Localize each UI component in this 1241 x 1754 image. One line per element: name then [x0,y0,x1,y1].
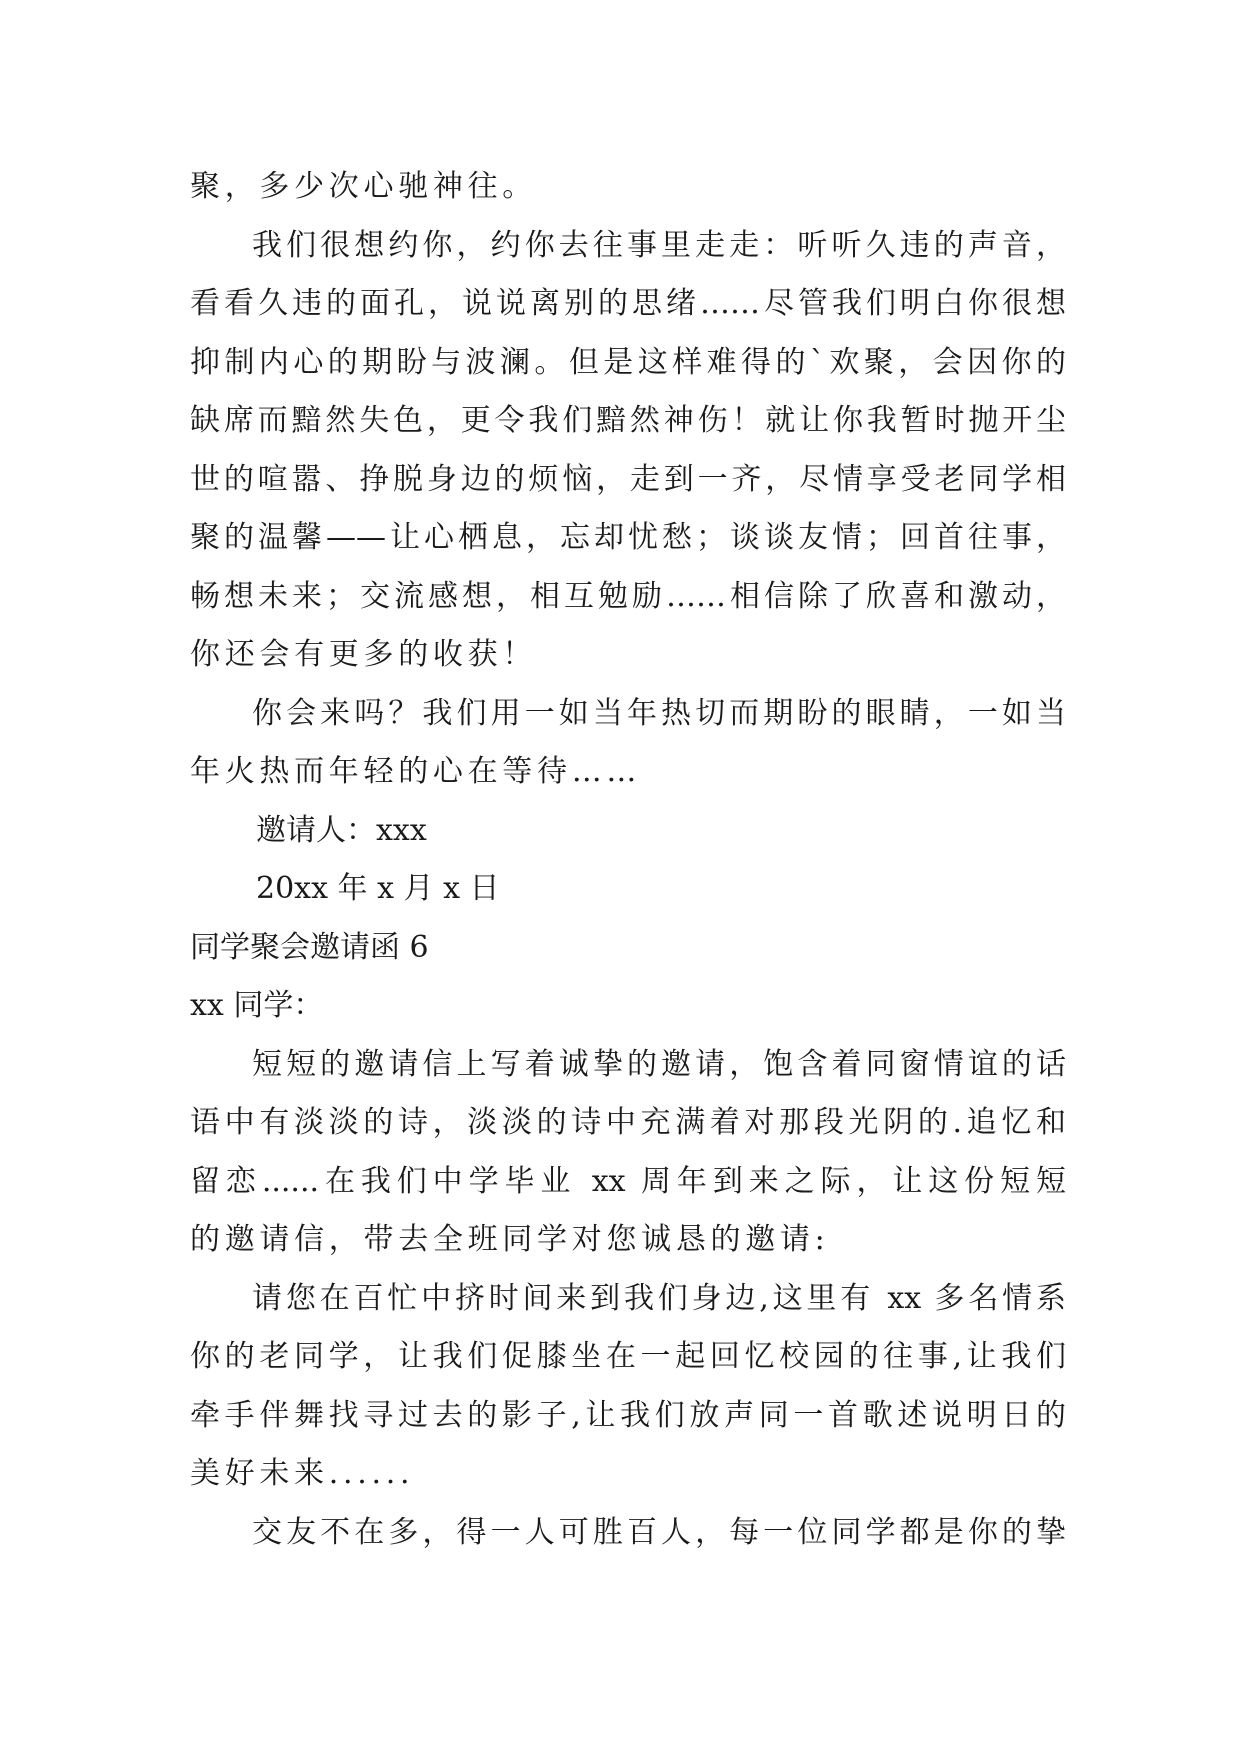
salutation: xx 同学： [190,988,324,1023]
text-line: 看看久违的面孔，说说离别的思绪……尽管我们明白你很想 [190,286,1066,321]
document-body [190,158,1070,1562]
invitation-date: 20xx 年 x 月 x 日 [256,871,500,906]
paragraph-first-line: 请您在百忙中挤时间来到我们身边,这里有 xx 多名情系 [252,1280,1066,1316]
text-line: 抑制内心的期盼与波澜。但是这样难得的`欢聚，会因你的 [190,344,1066,380]
text-line: 你还会有更多的收获！ [190,637,537,672]
section-title: 同学聚会邀请函 6 [190,929,429,965]
text-line: 语中有淡淡的诗，淡淡的诗中充满着对那段光阴的.追忆和 [190,1105,1066,1140]
paragraph-first-line: 你会来吗？我们用一如当年热切而期盼的眼睛，一如当 [252,695,1066,731]
text-line: 聚，多少次心驰神往。 [190,169,537,204]
inviter-signature: 邀请人：xxx [256,812,427,848]
text-line: 年火热而年轻的心在等待…… [190,754,642,789]
text-line: 留恋......在我们中学毕业 xx 周年到来之际，让这份短短 [190,1163,1066,1199]
text-line: 缺席而黯然失色，更令我们黯然神伤！就让你我暂时抛开尘 [190,403,1066,438]
paragraph-first-line: 我们很想约你，约你去往事里走走：听听久违的声音， [252,227,1066,263]
text-line: 世的喧嚣、挣脱身边的烦恼，走到一齐，尽情享受老同学相 [190,461,1066,497]
text-line: 的邀请信，带去全班同学对您诚恳的邀请: [190,1222,830,1257]
text-line: 你的老同学，让我们促膝坐在一起回忆校园的往事,让我们 [190,1339,1066,1374]
text-line: 畅想未来；交流感想，相互勉励……相信除了欣喜和激动， [190,578,1066,614]
text-line: 聚的温馨——让心栖息，忘却忧愁；谈谈友情；回首往事， [190,520,1066,555]
text-line: 牵手伴舞找寻过去的影子,让我们放声同一首歌述说明日的 [190,1397,1066,1433]
text-line: 美好未来...... [190,1456,415,1491]
paragraph-first-line: 交友不在多，得一人可胜百人，每一位同学都是你的挚 [252,1514,1066,1550]
paragraph-first-line: 短短的邀请信上写着诚挚的邀请，饱含着同窗情谊的话 [252,1046,1066,1082]
